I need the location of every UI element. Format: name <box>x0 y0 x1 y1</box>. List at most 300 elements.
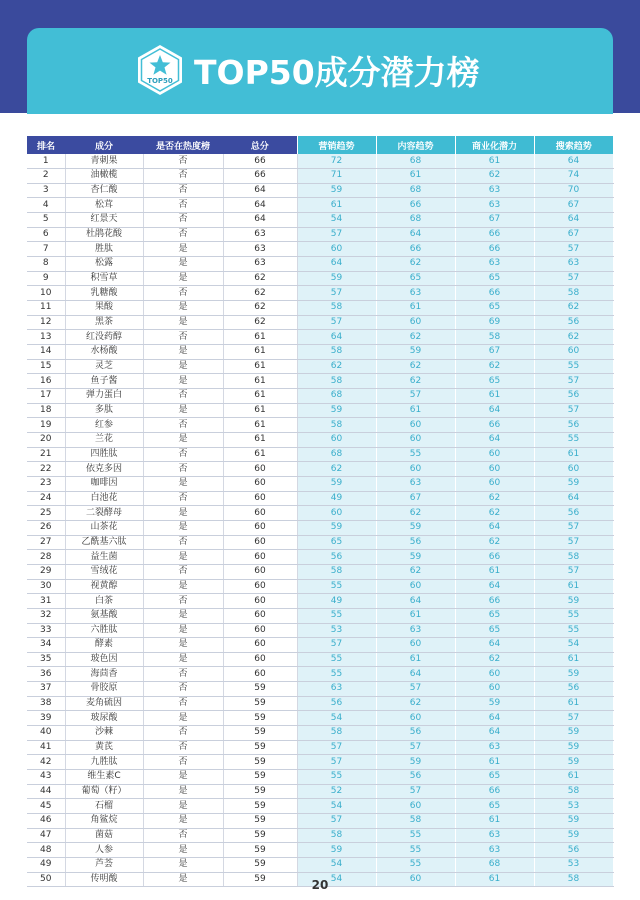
hot-list-cell: 是 <box>143 550 223 565</box>
hot-list-cell: 是 <box>143 301 223 316</box>
search-trend-cell: 57 <box>534 242 613 257</box>
content-trend-cell: 58 <box>376 814 455 829</box>
search-trend-cell: 57 <box>534 271 613 286</box>
table-row <box>27 755 613 770</box>
content-trend-cell: 60 <box>376 799 455 814</box>
content-trend-cell: 55 <box>376 828 455 843</box>
hot-list-cell: 是 <box>143 799 223 814</box>
total-score-cell: 63 <box>223 242 297 257</box>
ingredient-cell: 沙棘 <box>65 726 143 741</box>
table-row <box>27 169 613 184</box>
rank-cell: 35 <box>27 652 65 667</box>
ingredient-cell: 芦荟 <box>65 858 143 873</box>
total-score-cell: 59 <box>223 726 297 741</box>
ingredient-cell: 石榴 <box>65 799 143 814</box>
search-trend-cell: 59 <box>534 828 613 843</box>
commercial-potential-cell: 66 <box>455 550 534 565</box>
marketing-trend-cell: 60 <box>297 506 376 521</box>
commercial-potential-cell: 68 <box>455 858 534 873</box>
rank-cell: 29 <box>27 564 65 579</box>
total-score-cell: 66 <box>223 154 297 169</box>
total-score-cell: 60 <box>223 594 297 609</box>
commercial-potential-cell: 64 <box>455 711 534 726</box>
commercial-potential-cell: 63 <box>455 183 534 198</box>
search-trend-cell: 55 <box>534 359 613 374</box>
total-score-cell: 59 <box>223 696 297 711</box>
ingredient-cell: 水杨酸 <box>65 345 143 360</box>
total-score-cell: 61 <box>223 374 297 389</box>
marketing-trend-cell: 57 <box>297 638 376 653</box>
search-trend-cell: 56 <box>534 843 613 858</box>
ingredient-cell: 油橄榄 <box>65 169 143 184</box>
search-trend-cell: 59 <box>534 755 613 770</box>
rank-cell: 31 <box>27 594 65 609</box>
marketing-trend-cell: 55 <box>297 608 376 623</box>
table-row <box>27 389 613 404</box>
marketing-trend-cell: 59 <box>297 271 376 286</box>
table-row <box>27 814 613 829</box>
total-score-cell: 62 <box>223 271 297 286</box>
commercial-potential-cell: 61 <box>455 389 534 404</box>
content-trend-cell: 60 <box>376 638 455 653</box>
total-score-cell: 61 <box>223 330 297 345</box>
content-trend-cell: 68 <box>376 183 455 198</box>
rank-cell: 32 <box>27 608 65 623</box>
content-trend-cell: 67 <box>376 491 455 506</box>
content-trend-cell: 56 <box>376 770 455 785</box>
commercial-potential-cell: 60 <box>455 682 534 697</box>
hot-list-cell: 否 <box>143 535 223 550</box>
search-trend-cell: 57 <box>534 403 613 418</box>
rank-cell: 22 <box>27 462 65 477</box>
total-score-cell: 60 <box>223 506 297 521</box>
content-trend-cell: 59 <box>376 345 455 360</box>
total-score-cell: 59 <box>223 872 297 887</box>
rank-cell: 42 <box>27 755 65 770</box>
rank-cell: 44 <box>27 784 65 799</box>
hot-list-cell: 否 <box>143 183 223 198</box>
marketing-trend-cell: 49 <box>297 594 376 609</box>
column-header-rank: 排名 <box>27 136 65 154</box>
hot-list-cell: 否 <box>143 286 223 301</box>
search-trend-cell: 60 <box>534 462 613 477</box>
content-trend-cell: 55 <box>376 447 455 462</box>
search-trend-cell: 61 <box>534 447 613 462</box>
rank-cell: 25 <box>27 506 65 521</box>
table-row <box>27 594 613 609</box>
ingredient-cell: 乙酰基六肽 <box>65 535 143 550</box>
hot-list-cell: 是 <box>143 257 223 272</box>
hot-list-cell: 是 <box>143 814 223 829</box>
rank-cell: 28 <box>27 550 65 565</box>
commercial-potential-cell: 62 <box>455 169 534 184</box>
table-row <box>27 418 613 433</box>
ingredient-cell: 益生菌 <box>65 550 143 565</box>
commercial-potential-cell: 61 <box>455 755 534 770</box>
commercial-potential-cell: 64 <box>455 520 534 535</box>
commercial-potential-cell: 63 <box>455 843 534 858</box>
table-row <box>27 564 613 579</box>
commercial-potential-cell: 64 <box>455 579 534 594</box>
content-trend-cell: 68 <box>376 154 455 169</box>
total-score-cell: 60 <box>223 550 297 565</box>
commercial-potential-cell: 63 <box>455 257 534 272</box>
table-row <box>27 476 613 491</box>
search-trend-cell: 57 <box>534 564 613 579</box>
commercial-potential-cell: 59 <box>455 696 534 711</box>
content-trend-cell: 61 <box>376 301 455 316</box>
ranking-table-container <box>27 136 613 887</box>
total-score-cell: 61 <box>223 359 297 374</box>
ingredient-cell: 鱼子酱 <box>65 374 143 389</box>
marketing-trend-cell: 55 <box>297 667 376 682</box>
ingredient-cell: 黄芪 <box>65 740 143 755</box>
hot-list-cell: 是 <box>143 315 223 330</box>
hot-list-cell: 否 <box>143 213 223 228</box>
hot-list-cell: 是 <box>143 784 223 799</box>
total-score-cell: 60 <box>223 638 297 653</box>
total-score-cell: 60 <box>223 608 297 623</box>
rank-cell: 10 <box>27 286 65 301</box>
content-trend-cell: 60 <box>376 872 455 887</box>
table-row <box>27 301 613 316</box>
hot-list-cell: 是 <box>143 403 223 418</box>
ingredient-cell: 玻尿酸 <box>65 711 143 726</box>
marketing-trend-cell: 62 <box>297 462 376 477</box>
rank-cell: 7 <box>27 242 65 257</box>
total-score-cell: 59 <box>223 682 297 697</box>
column-header-total-score: 总分 <box>223 136 297 154</box>
search-trend-cell: 61 <box>534 696 613 711</box>
rank-cell: 5 <box>27 213 65 228</box>
hot-list-cell: 是 <box>143 623 223 638</box>
rank-cell: 12 <box>27 315 65 330</box>
commercial-potential-cell: 65 <box>455 374 534 389</box>
search-trend-cell: 58 <box>534 872 613 887</box>
table-row <box>27 667 613 682</box>
commercial-potential-cell: 66 <box>455 418 534 433</box>
rank-cell: 34 <box>27 638 65 653</box>
hot-list-cell: 否 <box>143 198 223 213</box>
commercial-potential-cell: 66 <box>455 227 534 242</box>
table-row <box>27 271 613 286</box>
rank-cell: 41 <box>27 740 65 755</box>
rank-cell: 49 <box>27 858 65 873</box>
hot-list-cell: 是 <box>143 843 223 858</box>
search-trend-cell: 55 <box>534 608 613 623</box>
search-trend-cell: 58 <box>534 550 613 565</box>
table-row <box>27 520 613 535</box>
search-trend-cell: 59 <box>534 667 613 682</box>
rank-cell: 3 <box>27 183 65 198</box>
total-score-cell: 61 <box>223 345 297 360</box>
table-row <box>27 257 613 272</box>
table-row <box>27 579 613 594</box>
rank-cell: 11 <box>27 301 65 316</box>
total-score-cell: 60 <box>223 520 297 535</box>
commercial-potential-cell: 69 <box>455 315 534 330</box>
marketing-trend-cell: 68 <box>297 447 376 462</box>
ingredient-cell: 酵素 <box>65 638 143 653</box>
marketing-trend-cell: 63 <box>297 682 376 697</box>
commercial-potential-cell: 64 <box>455 432 534 447</box>
marketing-trend-cell: 57 <box>297 755 376 770</box>
search-trend-cell: 58 <box>534 286 613 301</box>
rank-cell: 27 <box>27 535 65 550</box>
table-row <box>27 462 613 477</box>
ingredient-cell: 杜鹃花酸 <box>65 227 143 242</box>
table-row <box>27 506 613 521</box>
table-row <box>27 432 613 447</box>
commercial-potential-cell: 61 <box>455 564 534 579</box>
table-row <box>27 696 613 711</box>
search-trend-cell: 56 <box>534 418 613 433</box>
commercial-potential-cell: 66 <box>455 594 534 609</box>
page-title: TOP50成分潜力榜 <box>194 52 480 92</box>
search-trend-cell: 57 <box>534 520 613 535</box>
ingredient-cell: 灵芝 <box>65 359 143 374</box>
hot-list-cell: 否 <box>143 491 223 506</box>
hot-list-cell: 是 <box>143 374 223 389</box>
hot-list-cell: 否 <box>143 389 223 404</box>
ingredient-cell: 依克多因 <box>65 462 143 477</box>
rank-cell: 15 <box>27 359 65 374</box>
hot-list-cell: 是 <box>143 579 223 594</box>
marketing-trend-cell: 56 <box>297 696 376 711</box>
rank-cell: 20 <box>27 432 65 447</box>
table-row <box>27 638 613 653</box>
marketing-trend-cell: 57 <box>297 286 376 301</box>
search-trend-cell: 59 <box>534 740 613 755</box>
commercial-potential-cell: 66 <box>455 242 534 257</box>
total-score-cell: 60 <box>223 491 297 506</box>
column-header-marketing-trend: 营销趋势 <box>297 136 376 154</box>
badge-label: TOP50 <box>147 77 173 85</box>
rank-cell: 1 <box>27 154 65 169</box>
ingredient-cell: 白池花 <box>65 491 143 506</box>
content-trend-cell: 60 <box>376 462 455 477</box>
ingredient-cell: 角鲨烷 <box>65 814 143 829</box>
table-row <box>27 242 613 257</box>
commercial-potential-cell: 63 <box>455 828 534 843</box>
ingredient-cell: 果酸 <box>65 301 143 316</box>
ingredient-cell: 黑茶 <box>65 315 143 330</box>
commercial-potential-cell: 65 <box>455 301 534 316</box>
total-score-cell: 59 <box>223 784 297 799</box>
ingredient-cell: 青刺果 <box>65 154 143 169</box>
total-score-cell: 64 <box>223 213 297 228</box>
table-row <box>27 315 613 330</box>
table-body <box>27 154 613 887</box>
content-trend-cell: 64 <box>376 594 455 609</box>
hot-list-cell: 否 <box>143 594 223 609</box>
marketing-trend-cell: 58 <box>297 726 376 741</box>
search-trend-cell: 63 <box>534 257 613 272</box>
content-trend-cell: 61 <box>376 608 455 623</box>
hot-list-cell: 否 <box>143 828 223 843</box>
search-trend-cell: 62 <box>534 330 613 345</box>
content-trend-cell: 60 <box>376 315 455 330</box>
commercial-potential-cell: 58 <box>455 330 534 345</box>
rank-cell: 39 <box>27 711 65 726</box>
ingredient-cell: 葡萄（籽） <box>65 784 143 799</box>
marketing-trend-cell: 54 <box>297 711 376 726</box>
ingredient-cell: 红景天 <box>65 213 143 228</box>
hot-list-cell: 是 <box>143 711 223 726</box>
ingredient-cell: 胜肽 <box>65 242 143 257</box>
table-row <box>27 652 613 667</box>
hot-list-cell: 是 <box>143 520 223 535</box>
search-trend-cell: 53 <box>534 858 613 873</box>
rank-cell: 47 <box>27 828 65 843</box>
table-row <box>27 374 613 389</box>
table-row <box>27 726 613 741</box>
table-row <box>27 535 613 550</box>
marketing-trend-cell: 55 <box>297 579 376 594</box>
content-trend-cell: 60 <box>376 418 455 433</box>
ingredient-cell: 菌菇 <box>65 828 143 843</box>
content-trend-cell: 63 <box>376 286 455 301</box>
commercial-potential-cell: 63 <box>455 198 534 213</box>
marketing-trend-cell: 58 <box>297 828 376 843</box>
ingredient-cell: 玻色因 <box>65 652 143 667</box>
rank-cell: 8 <box>27 257 65 272</box>
marketing-trend-cell: 59 <box>297 520 376 535</box>
content-trend-cell: 62 <box>376 564 455 579</box>
hot-list-cell: 否 <box>143 682 223 697</box>
total-score-cell: 63 <box>223 227 297 242</box>
marketing-trend-cell: 61 <box>297 198 376 213</box>
total-score-cell: 59 <box>223 814 297 829</box>
total-score-cell: 59 <box>223 770 297 785</box>
table-row <box>27 183 613 198</box>
ingredient-cell: 骨胶原 <box>65 682 143 697</box>
commercial-potential-cell: 60 <box>455 476 534 491</box>
marketing-trend-cell: 58 <box>297 301 376 316</box>
commercial-potential-cell: 65 <box>455 271 534 286</box>
content-trend-cell: 62 <box>376 359 455 374</box>
ingredient-cell: 海茴香 <box>65 667 143 682</box>
ranking-table <box>27 136 614 887</box>
content-trend-cell: 63 <box>376 623 455 638</box>
content-trend-cell: 62 <box>376 506 455 521</box>
table-row <box>27 608 613 623</box>
rank-cell: 43 <box>27 770 65 785</box>
marketing-trend-cell: 58 <box>297 374 376 389</box>
hot-list-cell: 是 <box>143 770 223 785</box>
marketing-trend-cell: 62 <box>297 359 376 374</box>
table-row <box>27 711 613 726</box>
total-score-cell: 59 <box>223 711 297 726</box>
table-row <box>27 858 613 873</box>
marketing-trend-cell: 60 <box>297 432 376 447</box>
marketing-trend-cell: 55 <box>297 652 376 667</box>
total-score-cell: 62 <box>223 286 297 301</box>
total-score-cell: 64 <box>223 183 297 198</box>
content-trend-cell: 64 <box>376 227 455 242</box>
total-score-cell: 62 <box>223 315 297 330</box>
hot-list-cell: 否 <box>143 418 223 433</box>
table-row <box>27 330 613 345</box>
ingredient-cell: 维生素C <box>65 770 143 785</box>
marketing-trend-cell: 57 <box>297 315 376 330</box>
rank-cell: 9 <box>27 271 65 286</box>
table-row <box>27 213 613 228</box>
commercial-potential-cell: 64 <box>455 638 534 653</box>
content-trend-cell: 57 <box>376 389 455 404</box>
rank-cell: 37 <box>27 682 65 697</box>
marketing-trend-cell: 54 <box>297 799 376 814</box>
search-trend-cell: 57 <box>534 374 613 389</box>
rank-cell: 48 <box>27 843 65 858</box>
hot-list-cell: 是 <box>143 432 223 447</box>
rank-cell: 33 <box>27 623 65 638</box>
rank-cell: 2 <box>27 169 65 184</box>
content-trend-cell: 59 <box>376 550 455 565</box>
search-trend-cell: 70 <box>534 183 613 198</box>
marketing-trend-cell: 58 <box>297 564 376 579</box>
ingredient-cell: 弹力蛋白 <box>65 389 143 404</box>
content-trend-cell: 61 <box>376 652 455 667</box>
search-trend-cell: 59 <box>534 814 613 829</box>
content-trend-cell: 57 <box>376 784 455 799</box>
search-trend-cell: 62 <box>534 301 613 316</box>
ingredient-cell: 多肽 <box>65 403 143 418</box>
marketing-trend-cell: 59 <box>297 403 376 418</box>
search-trend-cell: 60 <box>534 345 613 360</box>
search-trend-cell: 57 <box>534 535 613 550</box>
total-score-cell: 60 <box>223 476 297 491</box>
marketing-trend-cell: 68 <box>297 389 376 404</box>
content-trend-cell: 59 <box>376 520 455 535</box>
content-trend-cell: 63 <box>376 476 455 491</box>
ingredient-cell: 白茶 <box>65 594 143 609</box>
commercial-potential-cell: 61 <box>455 814 534 829</box>
commercial-potential-cell: 62 <box>455 652 534 667</box>
total-score-cell: 60 <box>223 564 297 579</box>
ingredient-cell: 视黄醇 <box>65 579 143 594</box>
commercial-potential-cell: 63 <box>455 740 534 755</box>
table-row <box>27 154 613 169</box>
page-number: 20 <box>311 878 329 892</box>
hot-list-cell: 是 <box>143 476 223 491</box>
hot-list-cell: 否 <box>143 740 223 755</box>
total-score-cell: 59 <box>223 740 297 755</box>
total-score-cell: 66 <box>223 169 297 184</box>
commercial-potential-cell: 67 <box>455 213 534 228</box>
table-row <box>27 740 613 755</box>
ingredient-cell: 兰花 <box>65 432 143 447</box>
ingredient-cell: 积雪草 <box>65 271 143 286</box>
rank-cell: 24 <box>27 491 65 506</box>
hot-list-cell: 否 <box>143 696 223 711</box>
content-trend-cell: 64 <box>376 667 455 682</box>
hot-list-cell: 是 <box>143 242 223 257</box>
hot-list-cell: 否 <box>143 726 223 741</box>
content-trend-cell: 56 <box>376 726 455 741</box>
marketing-trend-cell: 54 <box>297 858 376 873</box>
rank-cell: 23 <box>27 476 65 491</box>
commercial-potential-cell: 60 <box>455 462 534 477</box>
ingredient-cell: 九胜肽 <box>65 755 143 770</box>
marketing-trend-cell: 65 <box>297 535 376 550</box>
hot-list-cell: 否 <box>143 564 223 579</box>
total-score-cell: 60 <box>223 652 297 667</box>
search-trend-cell: 67 <box>534 198 613 213</box>
marketing-trend-cell: 60 <box>297 242 376 257</box>
total-score-cell: 61 <box>223 418 297 433</box>
content-trend-cell: 59 <box>376 755 455 770</box>
